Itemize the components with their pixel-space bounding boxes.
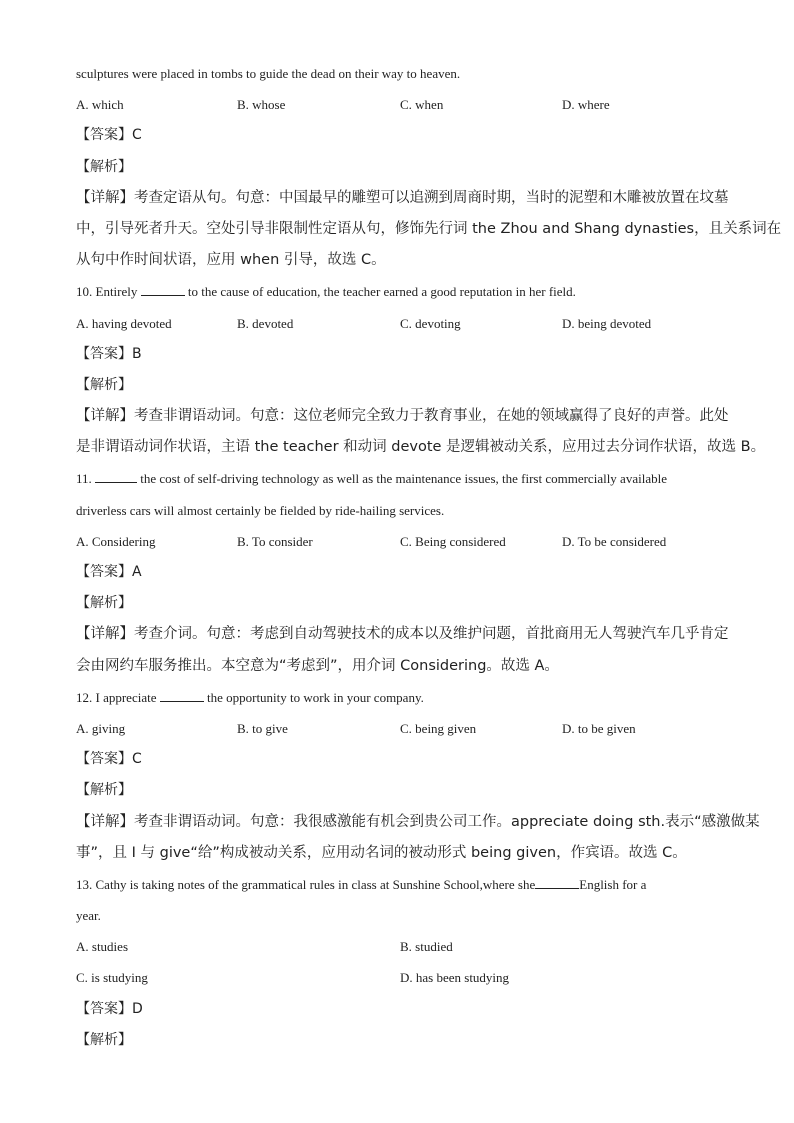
option-b: B. studied xyxy=(400,939,453,955)
option-c: C. is studying xyxy=(76,970,148,986)
question-12-options xyxy=(76,713,736,744)
option-d: D. being devoted xyxy=(562,315,652,331)
question-text: the cost of self-driving technology as well as the maintenance issues, the first commercially available xyxy=(137,471,667,487)
question-11-stem xyxy=(76,463,736,494)
answer-label: 【答案】C xyxy=(76,751,142,768)
answer-blank xyxy=(160,689,204,702)
answer-label: 【答案】C xyxy=(76,127,142,144)
option-b: B. to give xyxy=(237,720,288,736)
answer-label: 【答案】A xyxy=(76,564,142,580)
question-text: 10. Entirely xyxy=(76,284,141,300)
question-11-stem-line2: driverless cars will almost certainly be fielded by ride-hailing services. xyxy=(76,502,445,518)
question-text: 13. Cathy is taking notes of the grammatical rules in class at Sunshine School,where she xyxy=(76,876,536,892)
option-b: B. devoted xyxy=(237,315,294,331)
option-c: C. when xyxy=(400,97,444,113)
question-9-tail: sculptures were placed in tombs to guide the dead on their way to heaven. xyxy=(76,66,461,81)
question-13-options-row1 xyxy=(76,931,736,962)
analysis-label: 【解析】 xyxy=(76,782,132,799)
option-c: C. devoting xyxy=(400,315,461,331)
analysis-label: 【解析】 xyxy=(76,1031,132,1048)
option-a: A. which xyxy=(76,97,124,113)
option-a: A. studies xyxy=(76,939,128,955)
analysis-label: 【解析】 xyxy=(76,376,132,393)
detail-line: 【详解】考查非谓语动词。句意：这位老师完全致力于教育事业，在她的领域赢得了良好的声誉。此处 xyxy=(76,408,729,425)
option-d: D. where xyxy=(562,97,610,113)
option-b: B. whose xyxy=(237,97,286,113)
question-text: 12. I appreciate xyxy=(76,689,160,705)
question-11-options xyxy=(76,526,736,557)
option-d: D. to be given xyxy=(562,720,636,736)
answer-label: 【答案】D xyxy=(76,1000,143,1017)
question-text: the opportunity to work in your company. xyxy=(203,689,424,705)
document-page xyxy=(76,58,782,1056)
detail-line: 【详解】考查定语从句。句意：中国最早的雕塑可以追溯到周商时期，当时的泥塑和木雕被放置在坟墓 xyxy=(76,189,729,206)
detail-line: 从句中作时间状语，应用 when 引导，故选 C。 xyxy=(76,252,386,269)
option-a: A. Considering xyxy=(76,533,156,549)
option-d: D. To be considered xyxy=(562,533,667,549)
answer-label: 【答案】B xyxy=(76,345,142,362)
option-a: A. giving xyxy=(76,720,126,736)
question-13-stem xyxy=(76,869,736,900)
detail-line: 是非谓语动词作状语，主语 the teacher 和动词 devote 是逻辑被动关系，应用过去分词作状语，故选 B。 xyxy=(76,439,766,456)
analysis-label: 【解析】 xyxy=(76,595,132,612)
detail-line: 会由网约车服务推出。本空意为“考虑到”，用介词 Considering。故选 A。 xyxy=(76,657,559,674)
option-b: B. To consider xyxy=(237,533,313,549)
option-c: C. Being considered xyxy=(400,533,506,549)
question-13-options-row2 xyxy=(76,962,736,993)
question-9-options xyxy=(76,89,736,120)
detail-line: 中，引导死者升天。空处引导非限制性定语从句，修饰先行词 the Zhou and Shang dynasties，且关系词在 xyxy=(76,220,782,237)
question-text: English for a xyxy=(579,876,647,892)
question-12-stem xyxy=(76,682,736,713)
question-10-stem xyxy=(76,276,736,307)
question-13-stem-line2: year. xyxy=(76,908,101,924)
answer-blank xyxy=(141,283,185,296)
answer-blank xyxy=(535,876,579,889)
answer-blank xyxy=(95,470,137,483)
question-10-options xyxy=(76,308,736,339)
question-text: 11. xyxy=(76,471,96,487)
detail-line: 【详解】考查介词。句意：考虑到自动驾驶技术的成本以及维护问题，首批商用无人驾驶汽车几乎肯定 xyxy=(76,626,729,643)
analysis-label: 【解析】 xyxy=(76,158,132,175)
detail-line: 【详解】考查非谓语动词。句意：我很感激能有机会到贵公司工作。appreciate doing sth.表示“感激做某 xyxy=(76,813,760,830)
option-c: C. being given xyxy=(400,720,477,736)
option-d: D. has been studying xyxy=(400,970,510,986)
option-a: A. having devoted xyxy=(76,315,172,331)
detail-line: 事”，且 I 与 give“给”构成被动关系，应用动名词的被动形式 being given，作宾语。故选 C。 xyxy=(76,844,687,861)
question-text: to the cause of education, the teacher earned a good reputation in her field. xyxy=(184,284,576,300)
